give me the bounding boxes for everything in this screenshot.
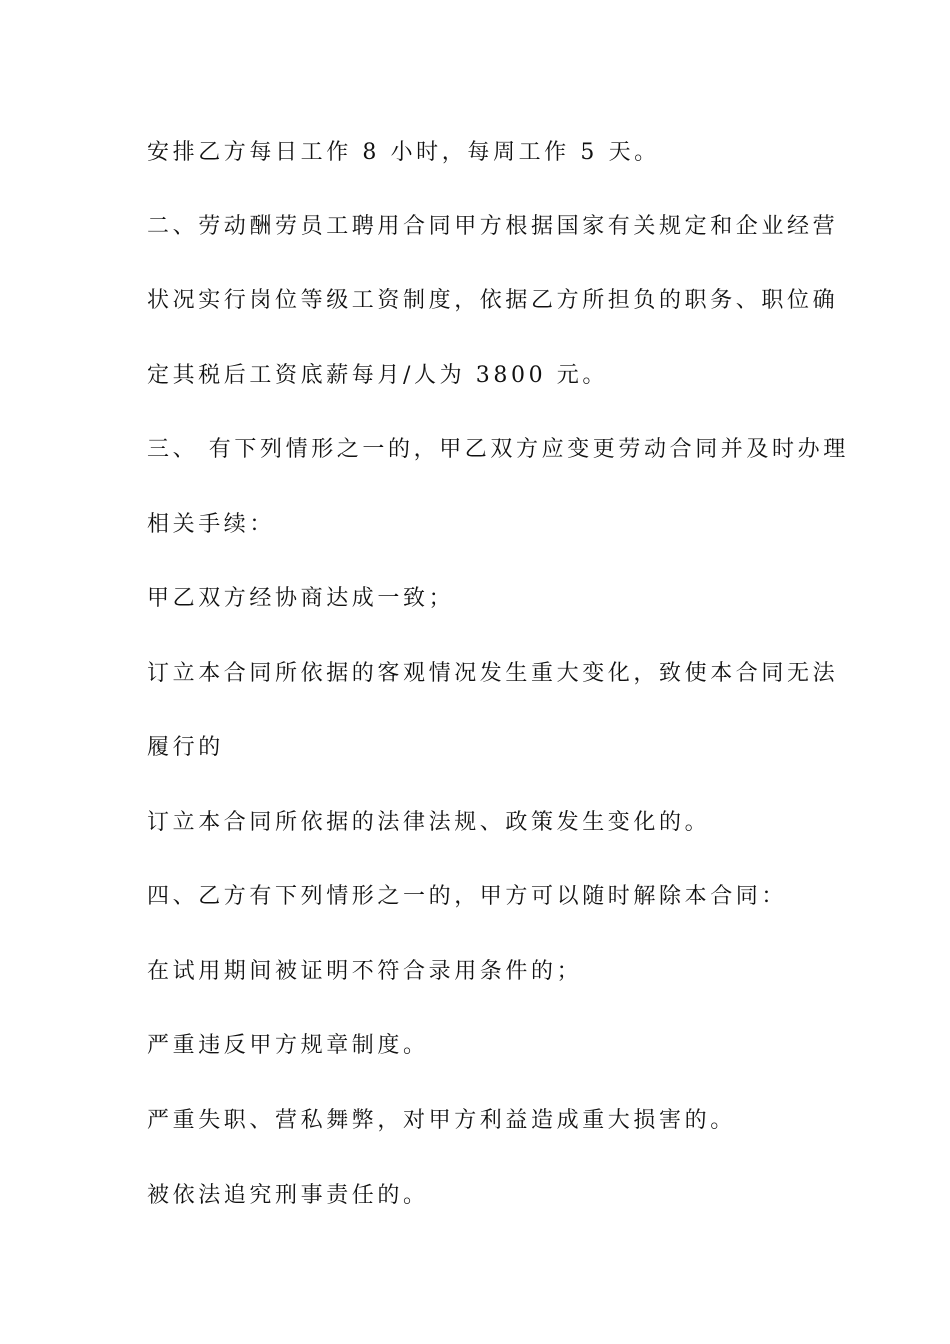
paragraph-line: 四、乙方有下列情形之一的，甲方可以随时解除本合同： (147, 884, 788, 909)
paragraph-line: 三、 有下列情形之一的，甲乙双方应变更劳动合同并及时办理 (147, 437, 849, 462)
paragraph-line: 履行的 (147, 735, 224, 760)
paragraph-line: 状况实行岗位等级工资制度，依据乙方所担负的职务、职位确 (147, 288, 839, 313)
paragraph-line: 甲乙双方经协商达成一致； (147, 586, 455, 611)
paragraph-line: 在试用期间被证明不符合录用条件的； (147, 959, 583, 984)
paragraph-line: 严重违反甲方规章制度。 (147, 1033, 429, 1058)
paragraph-line: 被依法追究刑事责任的。 (147, 1183, 429, 1208)
paragraph-line: 安排乙方每日工作 8 小时，每周工作 5 天。 (147, 140, 660, 165)
paragraph-line: 订立本合同所依据的客观情况发生重大变化，致使本合同无法 (147, 661, 839, 686)
paragraph-line: 相关手续： (147, 512, 276, 537)
paragraph-line: 二、劳动酬劳员工聘用合同甲方根据国家有关规定和企业经营 (147, 214, 839, 239)
paragraph-line: 严重失职、营私舞弊，对甲方利益造成重大损害的。 (147, 1108, 736, 1133)
paragraph-line: 订立本合同所依据的法律法规、政策发生变化的。 (147, 810, 711, 835)
paragraph-line: 定其税后工资底薪每月/人为 3800 元。 (147, 363, 608, 388)
